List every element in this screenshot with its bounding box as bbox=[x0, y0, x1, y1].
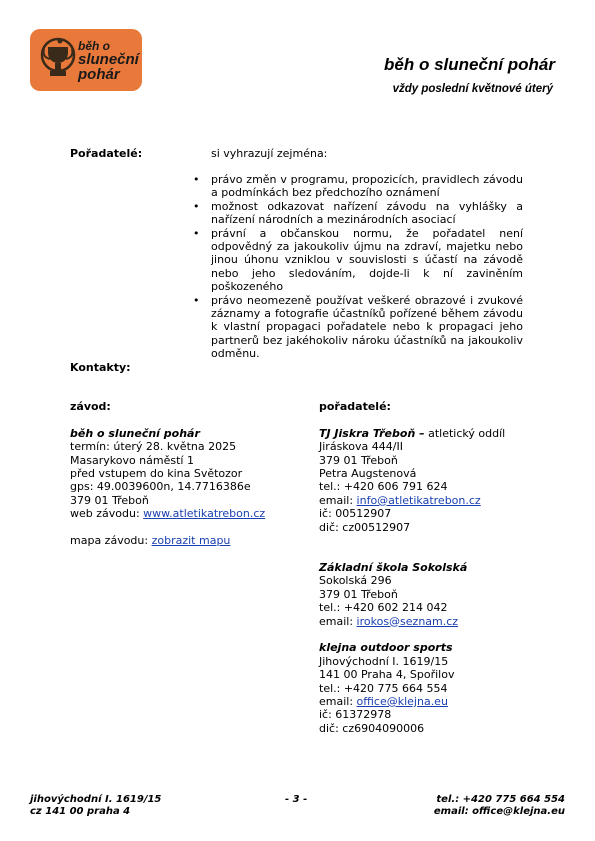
school-name: Základní škola Sokolská bbox=[319, 560, 468, 574]
page-title: běh o sluneční pohár bbox=[384, 55, 555, 74]
school-city: 379 01 Třeboň bbox=[319, 587, 398, 601]
race-gps: gps: 49.0039600n, 14.7716386e bbox=[70, 480, 251, 494]
organizers-contact bbox=[319, 400, 559, 735]
sports-city: 141 00 Praha 4, Spořilov bbox=[319, 668, 455, 682]
sports-email-link[interactable]: office@klejna.eu bbox=[356, 694, 448, 708]
logo-line-1: běh o bbox=[78, 39, 110, 53]
footer-phone: tel.: +420 775 664 554 bbox=[436, 794, 565, 805]
race-contact bbox=[70, 400, 300, 547]
race-map: mapa závodu: zobrazit mapu bbox=[70, 534, 231, 548]
list-item: • právo změn v programu, propozicích, pravidlech závodu a podmínkách bez předchozího oznámení bbox=[193, 173, 523, 200]
logo-line-3: pohár bbox=[78, 66, 120, 83]
rights-list bbox=[193, 173, 523, 361]
race-place: Masarykovo náměstí 1 bbox=[70, 453, 194, 467]
footer-address-line-2: cz 141 00 praha 4 bbox=[30, 806, 131, 817]
club-street: Jiráskova 444/II bbox=[319, 440, 403, 454]
footer-address-line-1: jihovýchodní I. 1619/15 bbox=[30, 794, 162, 805]
club-person: Petra Augstenová bbox=[319, 467, 417, 481]
race-web-link[interactable]: www.atletikatrebon.cz bbox=[143, 507, 266, 521]
sports-email: email: office@klejna.eu bbox=[319, 694, 448, 708]
race-web: web závodu: www.atletikatrebon.cz bbox=[70, 507, 266, 521]
organizers-heading: pořadatelé: bbox=[319, 400, 391, 413]
sports-street: Jihovýchodní I. 1619/15 bbox=[319, 654, 449, 668]
footer-address bbox=[30, 794, 161, 818]
race-map-link[interactable]: zobrazit mapu bbox=[151, 534, 231, 548]
page-number: - 3 - bbox=[285, 794, 308, 805]
school-email: email: irokos@seznam.cz bbox=[319, 614, 459, 628]
logo-line-2: sluneční bbox=[78, 51, 139, 68]
sports-phone: tel.: +420 775 664 554 bbox=[319, 681, 448, 695]
club-email: email: info@atletikatrebon.cz bbox=[319, 493, 481, 507]
contacts-label: Kontakty: bbox=[70, 361, 131, 374]
organizers-intro: si vyhrazují zejména: bbox=[211, 147, 328, 160]
list-item: • právní a občanskou normu, že pořadatel není odpovědný za jakoukoliv újmu na zdraví, majetku nebo jinou úhonu vzniklou v souvislosti s účastí na závodě nebo jeho sledováním, dojde-li k ní zaviněním poškozeného bbox=[193, 226, 523, 294]
list-item: • právo neomezeně používat veškeré obrazové i zvukové záznamy a fotografie účastníků pořízené během závodu k vlastní propagaci pořadatele nebo k propagaci jeho partnerů bez jakéhokoliv nároku účastníků na jakoukoliv odměnu. bbox=[193, 293, 523, 361]
club-email-link[interactable]: info@atletikatrebon.cz bbox=[356, 493, 481, 507]
list-item: • možnost odkazovat nařízení závodu na vyhlášky a nařízení národních a mezinárodních asociací bbox=[193, 199, 523, 227]
sports-ic: ič: 61372978 bbox=[319, 708, 392, 722]
page-subtitle: vždy poslední květnové úterý bbox=[392, 83, 553, 95]
school-street: Sokolská 296 bbox=[319, 574, 392, 588]
club-city: 379 01 Třeboň bbox=[319, 453, 398, 467]
organizers-label: Pořadatelé: bbox=[70, 147, 143, 160]
logo-text bbox=[78, 40, 139, 82]
sports-name: klejna outdoor sports bbox=[319, 641, 453, 655]
club-ic: ič: 00512907 bbox=[319, 507, 392, 521]
race-date: termín: úterý 28. května 2025 bbox=[70, 440, 237, 454]
race-heading: závod: bbox=[70, 400, 111, 413]
race-name: běh o sluneční pohár bbox=[70, 426, 200, 440]
school-email-link[interactable]: irokos@seznam.cz bbox=[356, 614, 459, 628]
trophy-runner-icon bbox=[38, 35, 78, 85]
logo bbox=[30, 29, 142, 91]
school-phone: tel.: +420 602 214 042 bbox=[319, 601, 448, 615]
footer-contact bbox=[434, 794, 565, 818]
race-city: 379 01 Třeboň bbox=[70, 493, 149, 507]
club-name: TJ Jiskra Třeboň – atletický oddíl bbox=[319, 426, 506, 440]
club-phone: tel.: +420 606 791 624 bbox=[319, 480, 448, 494]
footer-email: email: office@klejna.eu bbox=[433, 806, 565, 817]
sports-dic: dič: cz6904090006 bbox=[319, 721, 425, 735]
race-place-detail: před vstupem do kina Světozor bbox=[70, 467, 243, 481]
club-dic: dič: cz00512907 bbox=[319, 520, 411, 534]
